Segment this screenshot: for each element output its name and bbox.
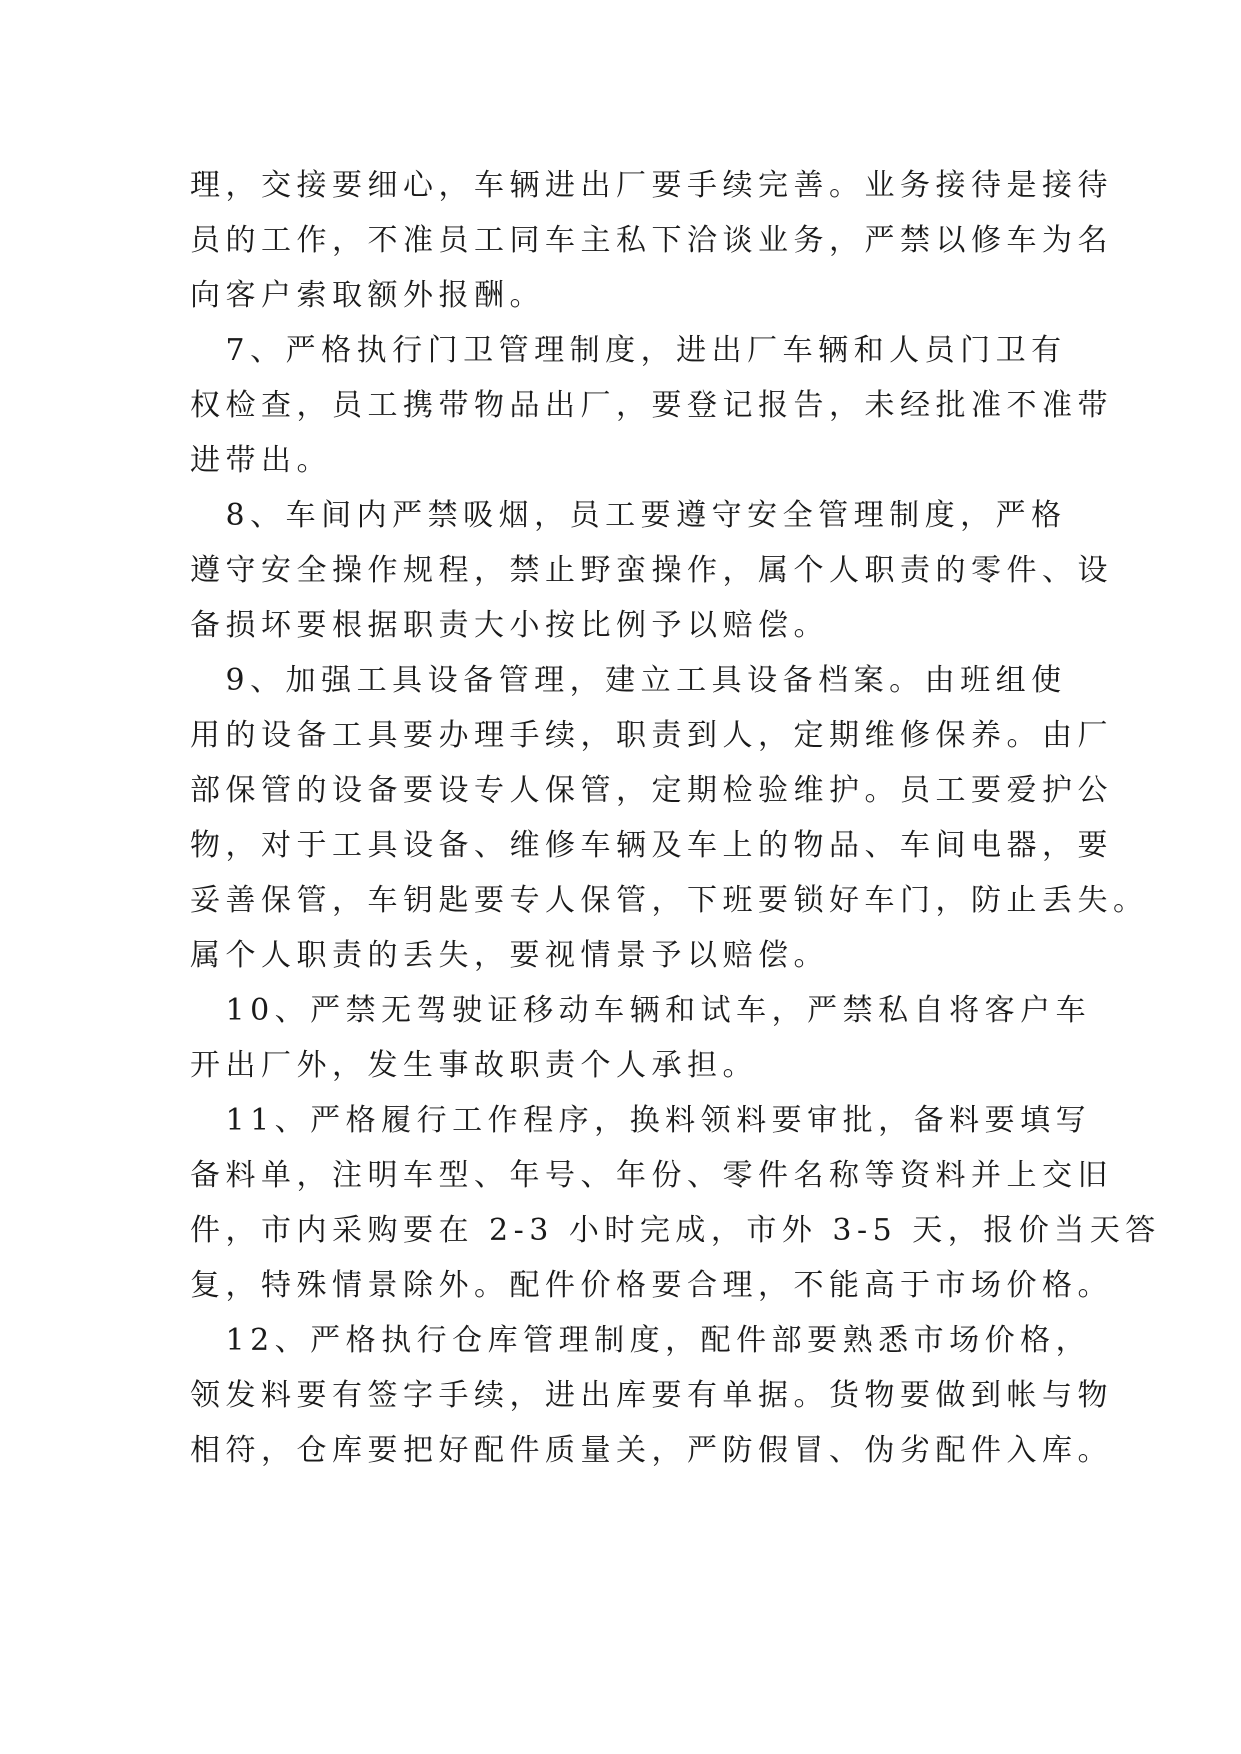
text-line: 相符，仓库要把好配件质量关，严防假冒、伪劣配件入库。 bbox=[190, 1433, 1113, 1468]
text-line: 7、严格执行门卫管理制度，进出厂车辆和人员门卫有 bbox=[190, 333, 1067, 368]
text-line: 12、严格执行仓库管理制度，配件部要熟悉市场价格， bbox=[190, 1323, 1092, 1358]
text-line: 遵守安全操作规程，禁止野蛮操作，属个人职责的零件、设 bbox=[190, 553, 1113, 588]
text-line: 复，特殊情景除外。配件价格要合理，不能高于市场价格。 bbox=[190, 1268, 1113, 1303]
text-line: 8、车间内严禁吸烟，员工要遵守安全管理制度，严格 bbox=[190, 498, 1067, 533]
text-line: 属个人职责的丢失，要视情景予以赔偿。 bbox=[190, 938, 829, 973]
text-line: 妥善保管，车钥匙要专人保管，下班要锁好车门，防止丢失。 bbox=[190, 883, 1149, 918]
text-line: 开出厂外，发生事故职责个人承担。 bbox=[190, 1048, 758, 1083]
text-line: 件，市内采购要在 2-3 小时完成，市外 3-5 天，报价当天答 bbox=[190, 1213, 1161, 1248]
text-line: 9、加强工具设备管理，建立工具设备档案。由班组使 bbox=[190, 663, 1067, 698]
text-line: 进带出。 bbox=[190, 443, 332, 478]
text-line: 部保管的设备要设专人保管，定期检验维护。员工要爱护公 bbox=[190, 773, 1113, 808]
text-line: 物，对于工具设备、维修车辆及车上的物品、车间电器，要 bbox=[190, 828, 1113, 863]
text-line: 备料单，注明车型、年号、年份、零件名称等资料并上交旧 bbox=[190, 1158, 1113, 1193]
text-line: 11、严格履行工作程序，换料领料要审批，备料要填写 bbox=[190, 1103, 1092, 1138]
text-line: 理，交接要细心，车辆进出厂要手续完善。业务接待是接待 bbox=[190, 168, 1113, 203]
text-line: 向客户索取额外报酬。 bbox=[190, 278, 545, 313]
document-body bbox=[190, 158, 1161, 1478]
text-line: 10、严禁无驾驶证移动车辆和试车，严禁私自将客户车 bbox=[190, 993, 1092, 1028]
text-line: 领发料要有签字手续，进出库要有单据。货物要做到帐与物 bbox=[190, 1378, 1113, 1413]
text-line: 员的工作，不准员工同车主私下洽谈业务，严禁以修车为名 bbox=[190, 223, 1113, 258]
text-line: 权检查，员工携带物品出厂，要登记报告，未经批准不准带 bbox=[190, 388, 1113, 423]
text-line: 用的设备工具要办理手续，职责到人，定期维修保养。由厂 bbox=[190, 718, 1113, 753]
text-line: 备损坏要根据职责大小按比例予以赔偿。 bbox=[190, 608, 829, 643]
